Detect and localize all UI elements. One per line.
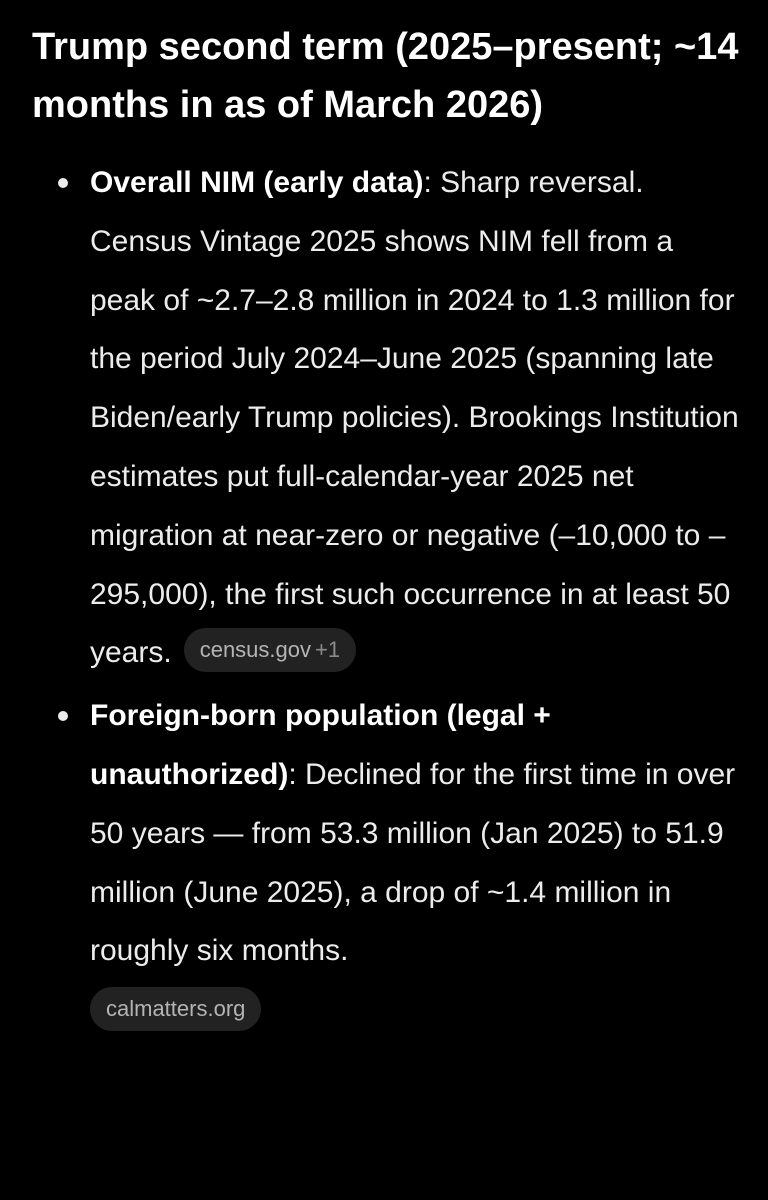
source-chip-row	[90, 983, 742, 1042]
bullet-item-foreign-born	[32, 687, 742, 1042]
source-chip-label: census.gov	[199, 637, 311, 663]
bullet-list	[32, 154, 742, 1042]
bullet-dot-icon	[58, 178, 68, 188]
source-chip-count: +1	[315, 637, 341, 663]
bullet-title: Overall NIM (early data)	[90, 166, 424, 199]
bullet-item-overall-nim	[32, 154, 742, 683]
bullet-text: Sharp reversal. Census Vintage 2025 shows NIM fell from a peak of ~2.7–2.8 million in 2024 to 1.3 million for the period July 2024–June 2025 (spanning late Biden/early Trump policies). Brookings Institution estimates put full-calendar-year 2025 net migration at near-zero or negative (–10,000 to –295,000), the first such occurrence in at least 50 years.	[90, 166, 739, 670]
bullet-separator: :	[288, 757, 305, 791]
source-chip-census[interactable]	[184, 628, 356, 672]
message-content	[32, 18, 742, 1046]
bullet-separator: :	[423, 166, 441, 199]
section-heading: Trump second term (2025–present; ~14 months in as of March 2026)	[32, 26, 739, 126]
bullet-title: Foreign-born population (legal + unauthorized)	[90, 699, 551, 791]
bullet-dot-icon	[58, 711, 68, 721]
bullet-text: Declined for the first time in over 50 years — from 53.3 million (Jan 2025) to 51.9 million (June 2025), a drop of ~1.4 million in roughly six months.	[90, 757, 736, 968]
source-chip-label: calmatters.org	[106, 996, 246, 1022]
source-chip-calmatters[interactable]	[90, 987, 261, 1031]
